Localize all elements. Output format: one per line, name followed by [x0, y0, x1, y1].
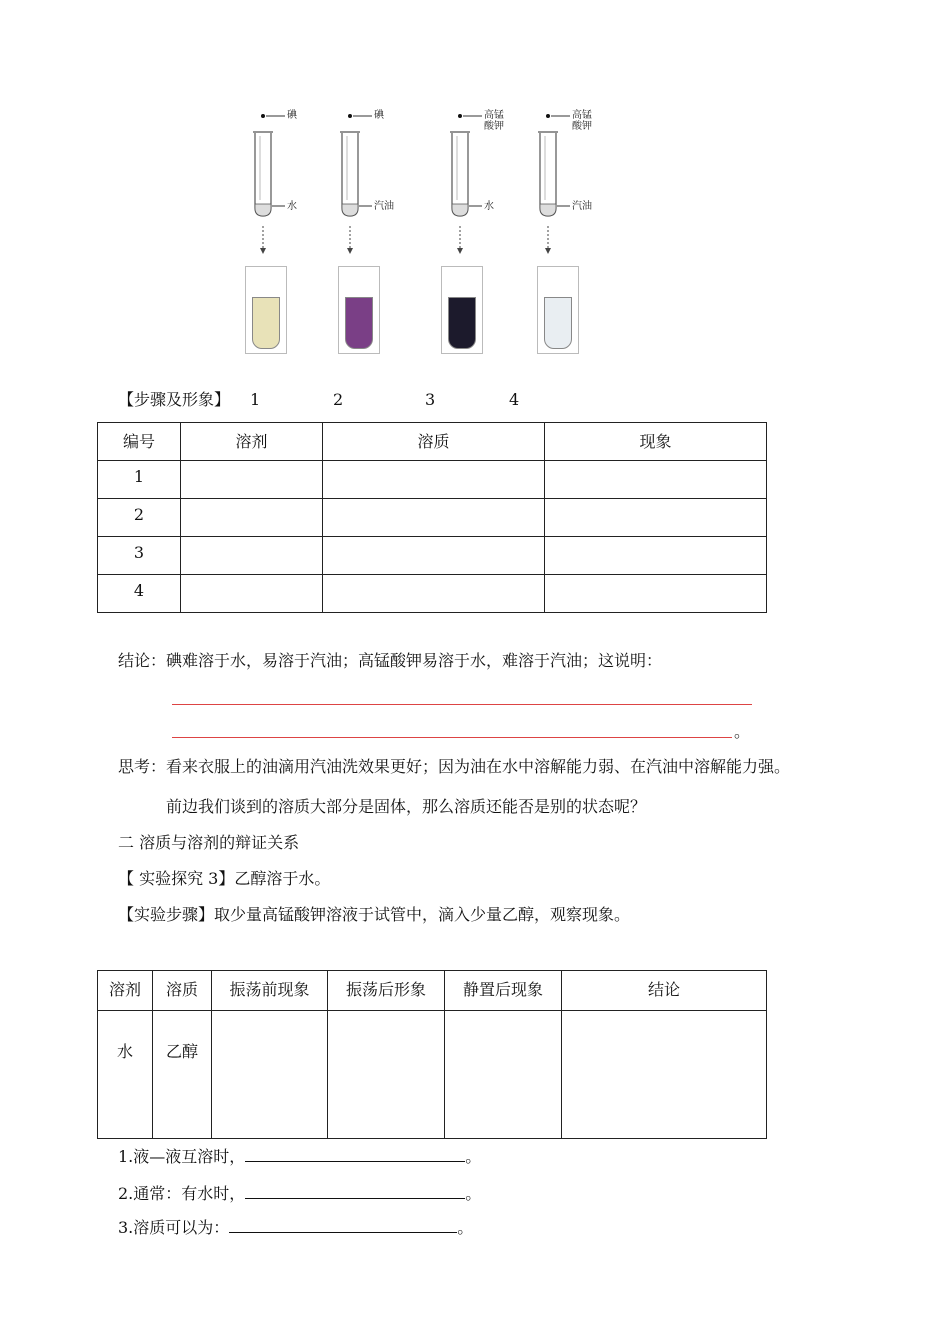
header-solvent: 溶剂: [98, 971, 153, 1011]
cell-number: 3: [98, 537, 181, 575]
cell-solvent[interactable]: [181, 499, 323, 537]
header-before-shaking: 振荡前现象: [212, 971, 328, 1011]
cell-before-shaking[interactable]: [212, 1011, 328, 1139]
fill-blank[interactable]: [245, 1182, 465, 1199]
tube-liquid: [342, 204, 358, 216]
header-solute: 溶质: [153, 971, 212, 1011]
solute-label: 碘: [374, 110, 384, 121]
cell-after-shaking[interactable]: [328, 1011, 445, 1139]
section-heading: 二 溶质与溶剂的辩证关系: [118, 833, 300, 852]
test-tube: [253, 132, 273, 216]
fill-item: [118, 1182, 481, 1204]
cell-phenomenon[interactable]: [545, 461, 767, 499]
arrow-down-icon: [347, 248, 353, 254]
cell-number: 4: [98, 575, 181, 613]
test-tube: [538, 132, 558, 216]
cell-solute[interactable]: [323, 575, 545, 613]
solvent-label: 水: [484, 201, 494, 212]
cell-solvent[interactable]: [181, 575, 323, 613]
header-conclusion: 结论: [562, 971, 767, 1011]
step-number: 3: [425, 390, 436, 409]
table-row: [98, 499, 767, 537]
tube-liquid: [452, 204, 468, 216]
table-row: [98, 1011, 767, 1139]
solute-dot: [546, 114, 550, 118]
solute-label: 高锰 酸钾: [572, 110, 592, 132]
fill-item: [118, 1145, 481, 1167]
cell-solvent[interactable]: [181, 461, 323, 499]
photo-kmno4-water: [441, 266, 483, 354]
header-after-shaking: 振荡后形象: [328, 971, 445, 1011]
fill-blank[interactable]: [229, 1216, 457, 1233]
solubility-table: [97, 422, 767, 613]
think-text: 思考：看来衣服上的油滴用汽油洗效果更好；因为油在水中溶解能力弱、在汽油中溶解能力强。: [118, 757, 791, 776]
fill-label: 3.溶质可以为：: [118, 1218, 230, 1237]
fill-end: 。: [465, 1147, 482, 1166]
photo-iodine-gasoline: [338, 266, 380, 354]
solute-dot: [261, 114, 265, 118]
cell-solvent: 水: [98, 1011, 153, 1139]
cell-after-standing[interactable]: [445, 1011, 562, 1139]
table-row: [98, 575, 767, 613]
answer-line[interactable]: [172, 704, 752, 705]
arrow-down-icon: [457, 248, 463, 254]
steps-label: 【步骤及形象】: [118, 390, 231, 409]
fill-blank[interactable]: [245, 1145, 465, 1162]
cell-phenomenon[interactable]: [545, 537, 767, 575]
procedure-text: 【实验步骤】取少量高锰酸钾溶液于试管中，滴入少量乙醇，观察现象。: [118, 905, 631, 924]
step-number: 1: [250, 390, 261, 409]
cell-solute[interactable]: [323, 461, 545, 499]
answer-line[interactable]: [172, 737, 732, 738]
cell-phenomenon[interactable]: [545, 499, 767, 537]
cell-number: 1: [98, 461, 181, 499]
question-text: 前边我们谈到的溶质大部分是固体，那么溶质还能否是别的状态呢？: [166, 797, 647, 816]
solute-dot: [458, 114, 462, 118]
header-after-standing: 静置后现象: [445, 971, 562, 1011]
conclusion-text: 结论：碘难溶于水，易溶于汽油；高锰酸钾易溶于水，难溶于汽油；这说明：: [118, 651, 663, 670]
photo-kmno4-gasoline: [537, 266, 579, 354]
fill-label: 1.液—液互溶时，: [118, 1147, 246, 1166]
arrow-down-icon: [545, 248, 551, 254]
cell-solvent[interactable]: [181, 537, 323, 575]
solvent-label: 汽油: [572, 201, 592, 212]
period-mark: 。: [734, 722, 751, 741]
ethanol-table: [97, 970, 767, 1139]
header-solvent: 溶剂: [181, 423, 323, 461]
fill-item: [118, 1216, 473, 1238]
photo-iodine-water: [245, 266, 287, 354]
cell-phenomenon[interactable]: [545, 575, 767, 613]
solute-label: 高锰 酸钾: [484, 110, 504, 132]
cell-conclusion[interactable]: [562, 1011, 767, 1139]
cell-solute: 乙醇: [153, 1011, 212, 1139]
table-row: [98, 461, 767, 499]
table-header-row: [98, 971, 767, 1011]
arrow-down-icon: [260, 248, 266, 254]
header-phenomenon: 现象: [545, 423, 767, 461]
step-number: 4: [509, 390, 520, 409]
fill-end: 。: [457, 1218, 474, 1237]
cell-solute[interactable]: [323, 499, 545, 537]
solute-label: 碘: [287, 110, 297, 121]
solvent-label: 汽油: [374, 201, 394, 212]
table-row: [98, 537, 767, 575]
table-header-row: [98, 423, 767, 461]
step-number: 2: [333, 390, 344, 409]
fill-end: 。: [465, 1184, 482, 1203]
fill-label: 2.通常：有水时，: [118, 1184, 246, 1203]
test-tube: [450, 132, 470, 216]
tube-liquid: [255, 204, 271, 216]
experiment-title: 【 实验探究 3】乙醇溶于水。: [118, 869, 331, 888]
solute-dot: [348, 114, 352, 118]
test-tube: [340, 132, 360, 216]
cell-solute[interactable]: [323, 537, 545, 575]
tube-liquid: [540, 204, 556, 216]
cell-number: 2: [98, 499, 181, 537]
header-number: 编号: [98, 423, 181, 461]
header-solute: 溶质: [323, 423, 545, 461]
solvent-label: 水: [287, 201, 297, 212]
